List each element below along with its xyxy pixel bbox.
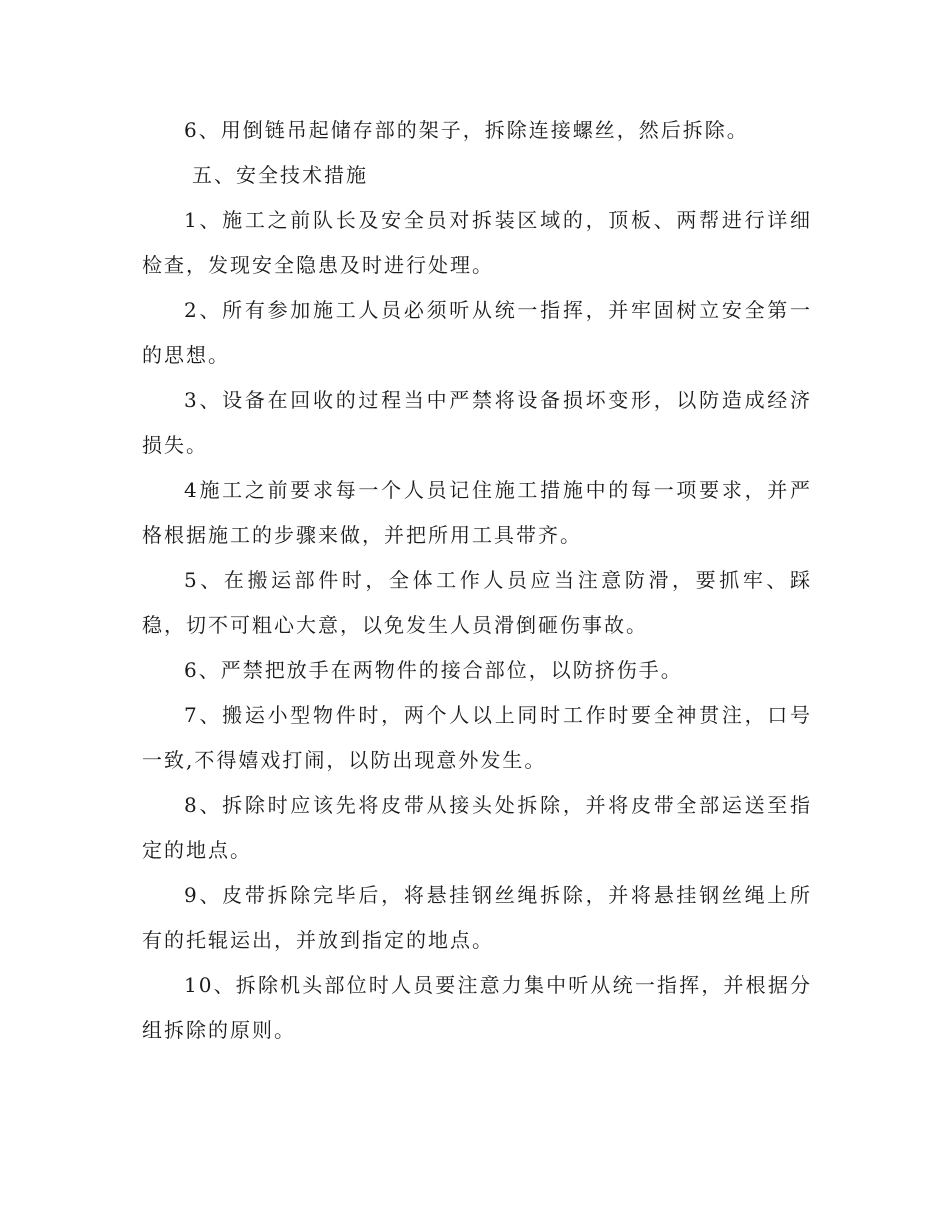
document-body: [142, 108, 812, 1053]
section-heading-safety-measures: 五、安全技术措施: [192, 163, 368, 187]
safety-item-5: 5、在搬运部件时，全体工作人员应当注意防滑，要抓牢、踩稳，切不可粗心大意，以免发生人员滑倒砸伤事故。: [142, 568, 812, 637]
safety-item-9: 9、皮带拆除完毕后，将悬挂钢丝绳拆除，并将悬挂钢丝绳上所有的托辊运出，并放到指定的地点。: [142, 883, 812, 952]
safety-item-8: 8、拆除时应该先将皮带从接头处拆除，并将皮带全部运送至指定的地点。: [142, 793, 812, 862]
safety-item-10: 10、拆除机头部位时人员要注意力集中听从统一指挥，并根据分组拆除的原则。: [142, 973, 812, 1042]
safety-item-3: 3、设备在回收的过程当中严禁将设备损坏变形，以防造成经济损失。: [142, 388, 812, 457]
safety-item-6: 6、严禁把放手在两物件的接合部位，以防挤伤手。: [184, 658, 683, 682]
safety-item-2: 2、所有参加施工人员必须听从统一指挥，并牢固树立安全第一的思想。: [142, 298, 812, 367]
safety-item-4: 4施工之前要求每一个人员记住施工措施中的每一项要求，并严格根据施工的步骤来做，并把所用工具带齐。: [142, 478, 812, 547]
paragraph-step-6: 6、用倒链吊起储存部的架子，拆除连接螺丝，然后拆除。: [184, 118, 749, 142]
safety-item-1: 1、施工之前队长及安全员对拆装区域的，顶板、两帮进行详细检查，发现安全隐患及时进行处理。: [142, 208, 812, 277]
safety-item-7: 7、搬运小型物件时，两个人以上同时工作时要全神贯注，口号一致,不得嬉戏打闹，以防出现意外发生。: [142, 703, 812, 772]
